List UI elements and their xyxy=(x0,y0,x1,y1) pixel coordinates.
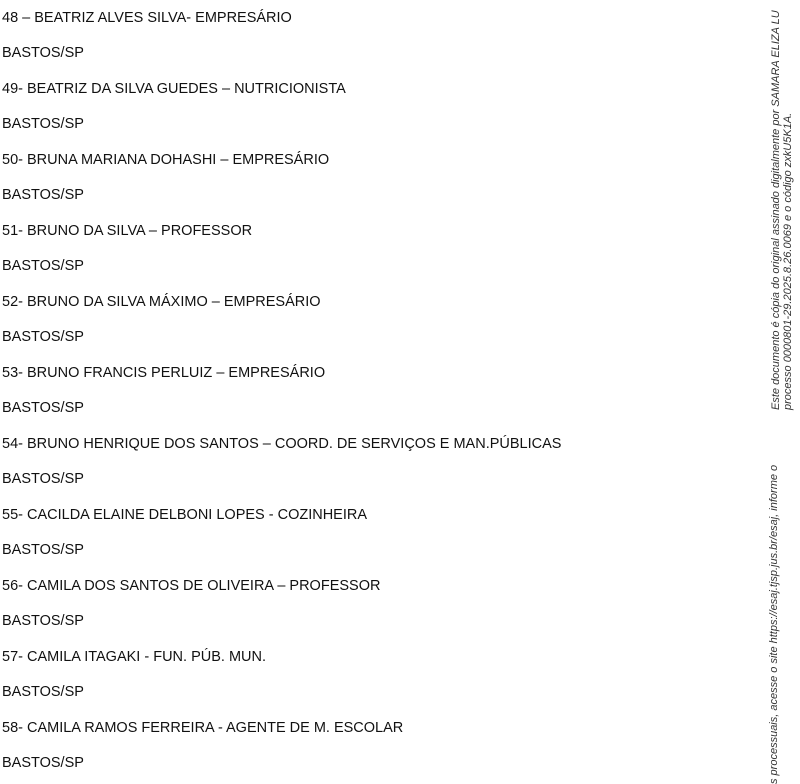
margin-note-signature: Este documento é cópia do original assinado digitalmente por SAMARA ELIZA LU xyxy=(770,10,782,410)
entry-line: 50- BRUNA MARIANA DOHASHI – EMPRESÁRIO xyxy=(2,152,330,168)
city-line: BASTOS/SP xyxy=(2,116,84,132)
entry-line: 57- CAMILA ITAGAKI - FUN. PÚB. MUN. xyxy=(2,649,266,665)
entry-line: 55- CACILDA ELAINE DELBONI LOPES - COZINHEIRA xyxy=(2,507,368,523)
entry-line: 56- CAMILA DOS SANTOS DE OLIVEIRA – PROFESSOR xyxy=(2,578,381,594)
city-line: BASTOS/SP xyxy=(2,755,84,771)
city-line: BASTOS/SP xyxy=(2,258,84,274)
entry-line: 52- BRUNO DA SILVA MÁXIMO – EMPRESÁRIO xyxy=(2,294,321,310)
city-line: BASTOS/SP xyxy=(2,471,84,487)
city-line: BASTOS/SP xyxy=(2,400,84,416)
entry-line: 58- CAMILA RAMOS FERREIRA - AGENTE DE M. ESCOLAR xyxy=(2,720,404,736)
city-line: BASTOS/SP xyxy=(2,329,84,345)
margin-note-process: processo 0000801-29.2025.8.26.0069 e o código zxkU5K1A. xyxy=(782,112,794,410)
city-line: BASTOS/SP xyxy=(2,45,84,61)
city-line: BASTOS/SP xyxy=(2,187,84,203)
entry-line: 51- BRUNO DA SILVA – PROFESSOR xyxy=(2,223,253,239)
entry-line: 49- BEATRIZ DA SILVA GUEDES – NUTRICIONISTA xyxy=(2,81,346,97)
city-line: BASTOS/SP xyxy=(2,542,84,558)
city-line: BASTOS/SP xyxy=(2,613,84,629)
entry-line: 48 – BEATRIZ ALVES SILVA- EMPRESÁRIO xyxy=(2,10,292,26)
entry-line: 54- BRUNO HENRIQUE DOS SANTOS – COORD. DE SERVIÇOS E MAN.PÚBLICAS xyxy=(2,436,562,452)
city-line: BASTOS/SP xyxy=(2,684,84,700)
entry-line: 53- BRUNO FRANCIS PERLUIZ – EMPRESÁRIO xyxy=(2,365,326,381)
margin-note-access: s processuais, acesse o site https://esaj.tjsp.jus.br/esaj, informe o xyxy=(768,464,780,784)
